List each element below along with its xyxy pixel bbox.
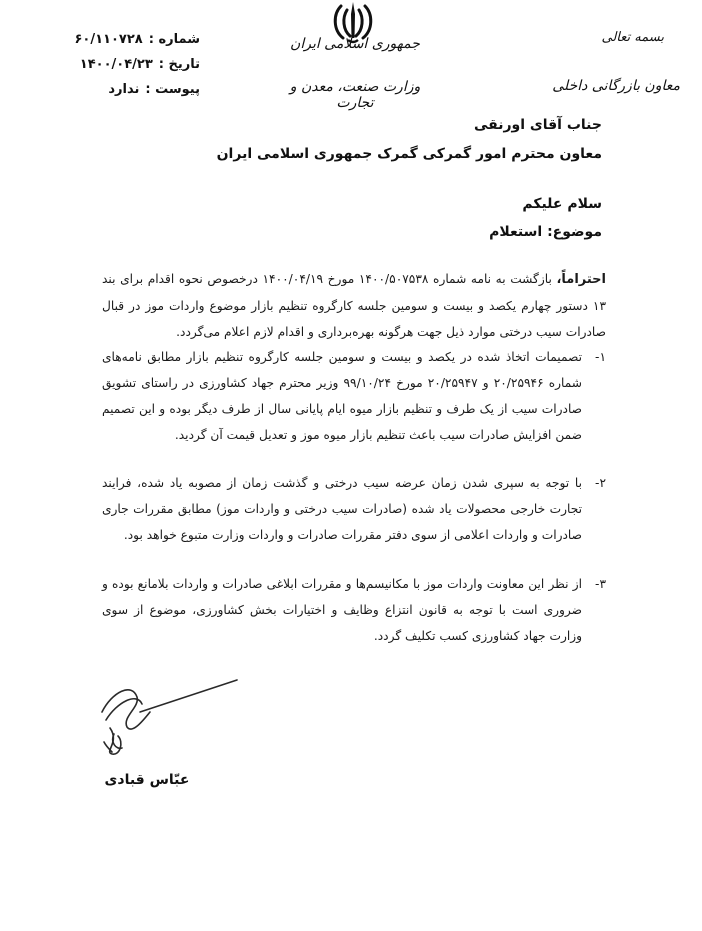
date-value: ۱۴۰۰/۰۴/۲۳ xyxy=(79,57,153,72)
list-item xyxy=(102,571,606,649)
signer-name: عبّاس قبادی xyxy=(104,772,190,788)
letter-number xyxy=(75,32,201,47)
republic-name: جمهوری اسلامی ایران xyxy=(290,36,420,52)
date-label: تاریخ : xyxy=(158,57,200,72)
number-label: شماره : xyxy=(148,32,200,47)
item-text: با توجه به سپری شدن زمان عرضه سیب درختی و گذشت زمان از مصوبه یاد شده، فرایند تجارت خارجی محصولات یاد شده (صادرات سیب درختی و واردات موز) مطابق مقررات جاری صادرات و واردات اعلامی از سوی دفتر مقررات صادرات و واردات وزارت متبوع خواهد بود. xyxy=(102,476,582,542)
basmala: بسمه تعالی xyxy=(601,30,664,45)
attachment-value: ندارد xyxy=(108,82,140,97)
item-number: ۲- xyxy=(595,476,606,490)
letter-date xyxy=(80,57,200,72)
attachment-label: پیوست : xyxy=(145,82,200,97)
letter-attachment xyxy=(108,82,200,97)
handwritten-signature xyxy=(92,672,242,762)
recipient-name: جناب آقای اورنقی xyxy=(474,117,602,133)
item-number: ۳- xyxy=(595,577,606,591)
list-item xyxy=(102,344,606,448)
number-value: ۶۰/۱۱۰۷۲۸ xyxy=(74,32,143,47)
item-text: تصمیمات اتخاذ شده در یکصد و بیست و سومین جلسه کارگروه تنظیم بازار مطابق نامه‌های شماره ۲۰/۲۵۹۴۶ و ۲۰/۲۵۹۴۷ مورخ ۹۹/۱۰/۲۴ وزیر محترم جهاد کشاورزی در راستای تشویق صادرات سیب از یک طرف و تنظیم بازار میوه ایام پایانی سال از طرف دیگر بوده و این تصمیم ضمن افزایش صادرات سیب باعث تنظیم بازار میوه موز و تعدیل قیمت آن گردید. xyxy=(102,350,582,442)
item-number: ۱- xyxy=(595,350,606,364)
subject: موضوع: استعلام xyxy=(489,224,602,240)
list-item xyxy=(102,470,606,548)
intro-paragraph xyxy=(102,266,606,345)
greeting: سلام علیکم xyxy=(522,196,602,212)
ministry-name: وزارت صنعت، معدن و تجارت xyxy=(289,79,421,111)
item-text: از نظر این معاونت واردات موز با مکانیسم‌ها و مقررات ابلاغی صادرات و واردات بلامانع بوده و ضروری است با توجه به قانون انتزاع وظایف و اختیارات بخش کشاورزی، موضوع از سوی وزارت جهاد کشاورزی کسب تکلیف گردد. xyxy=(102,577,582,643)
office-name: معاون بازرگانی داخلی xyxy=(552,78,680,94)
recipient-title: معاون محترم امور گمرکی گمرک جمهوری اسلامی ایران xyxy=(216,146,602,162)
intro-lead: احتراماً، xyxy=(556,272,607,287)
intro-text: بازگشت به نامه شماره ۱۴۰۰/۵۰۷۵۳۸ مورخ ۱۴۰۰/۰۴/۱۹ درخصوص نحوه اقدام برای بند ۱۳ دستور چهارم یکصد و بیست و سومین جلسه کارگروه تنظیم بازار موضوع واردات موز در قبال صادرات سیب درختی موارد ذیل جهت هرگونه بهره‌برداری و اقدام لازم اعلام می‌گردد. xyxy=(102,272,606,339)
